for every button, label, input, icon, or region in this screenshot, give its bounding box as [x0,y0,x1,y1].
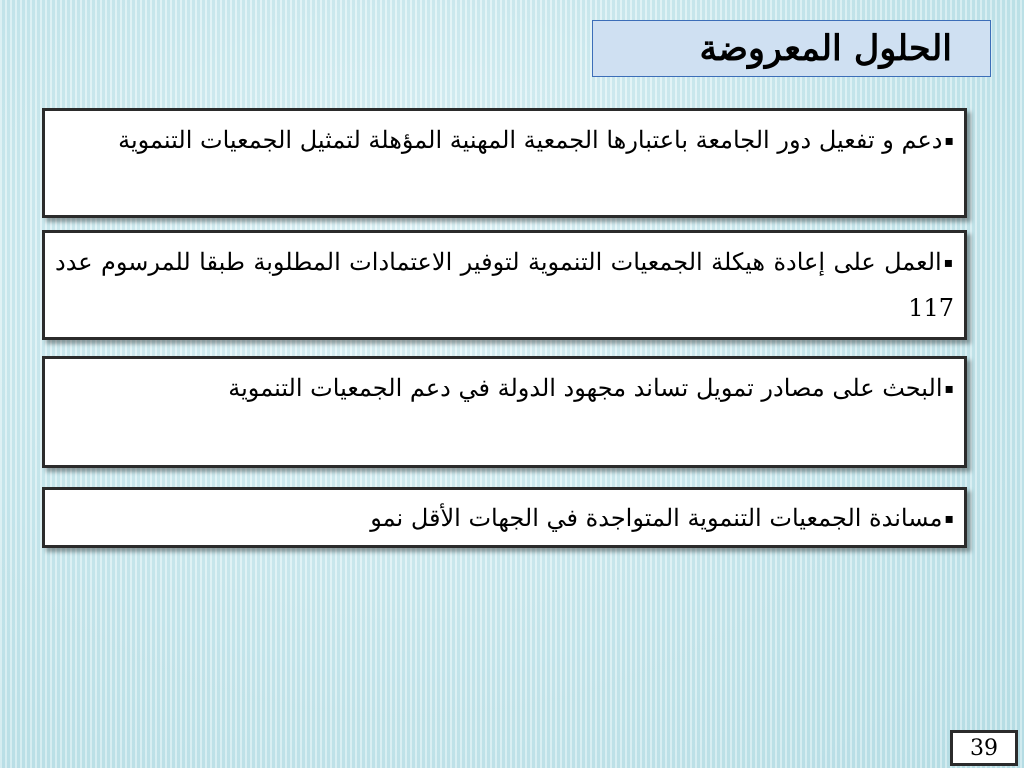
bullet-paragraph-2 [55,240,954,331]
bullet-text-2: العمل على إعادة هيكلة الجمعيات التنموية لتوفير الاعتمادات المطلوبة طبقا للمرسوم عدد 117 [55,248,954,322]
bullet-square-icon: ▪ [943,255,954,271]
bullet-paragraph-1 [55,118,954,164]
bullet-paragraph-4 [55,496,954,542]
bullet-box-2 [42,230,967,340]
bullet-square-icon: ▪ [944,133,954,149]
bullet-box-3 [42,356,967,468]
title-box [592,20,991,77]
slide-title: الحلول المعروضة [699,28,952,69]
page-number: 39 [950,730,1018,766]
bullet-paragraph-3 [55,366,954,412]
bullet-text-1: دعم و تفعيل دور الجامعة باعتبارها الجمعية المهنية المؤهلة لتمثيل الجمعيات التنموية [118,126,943,154]
bullet-text-4: مساندة الجمعيات التنموية المتواجدة في الجهات الأقل نمو [370,504,943,532]
bullet-text-3: البحث على مصادر تمويل تساند مجهود الدولة في دعم الجمعيات التنموية [228,374,943,402]
bullet-square-icon: ▪ [944,511,954,527]
bullet-square-icon: ▪ [944,381,954,397]
bullet-box-1 [42,108,967,218]
bullet-box-4 [42,487,967,548]
